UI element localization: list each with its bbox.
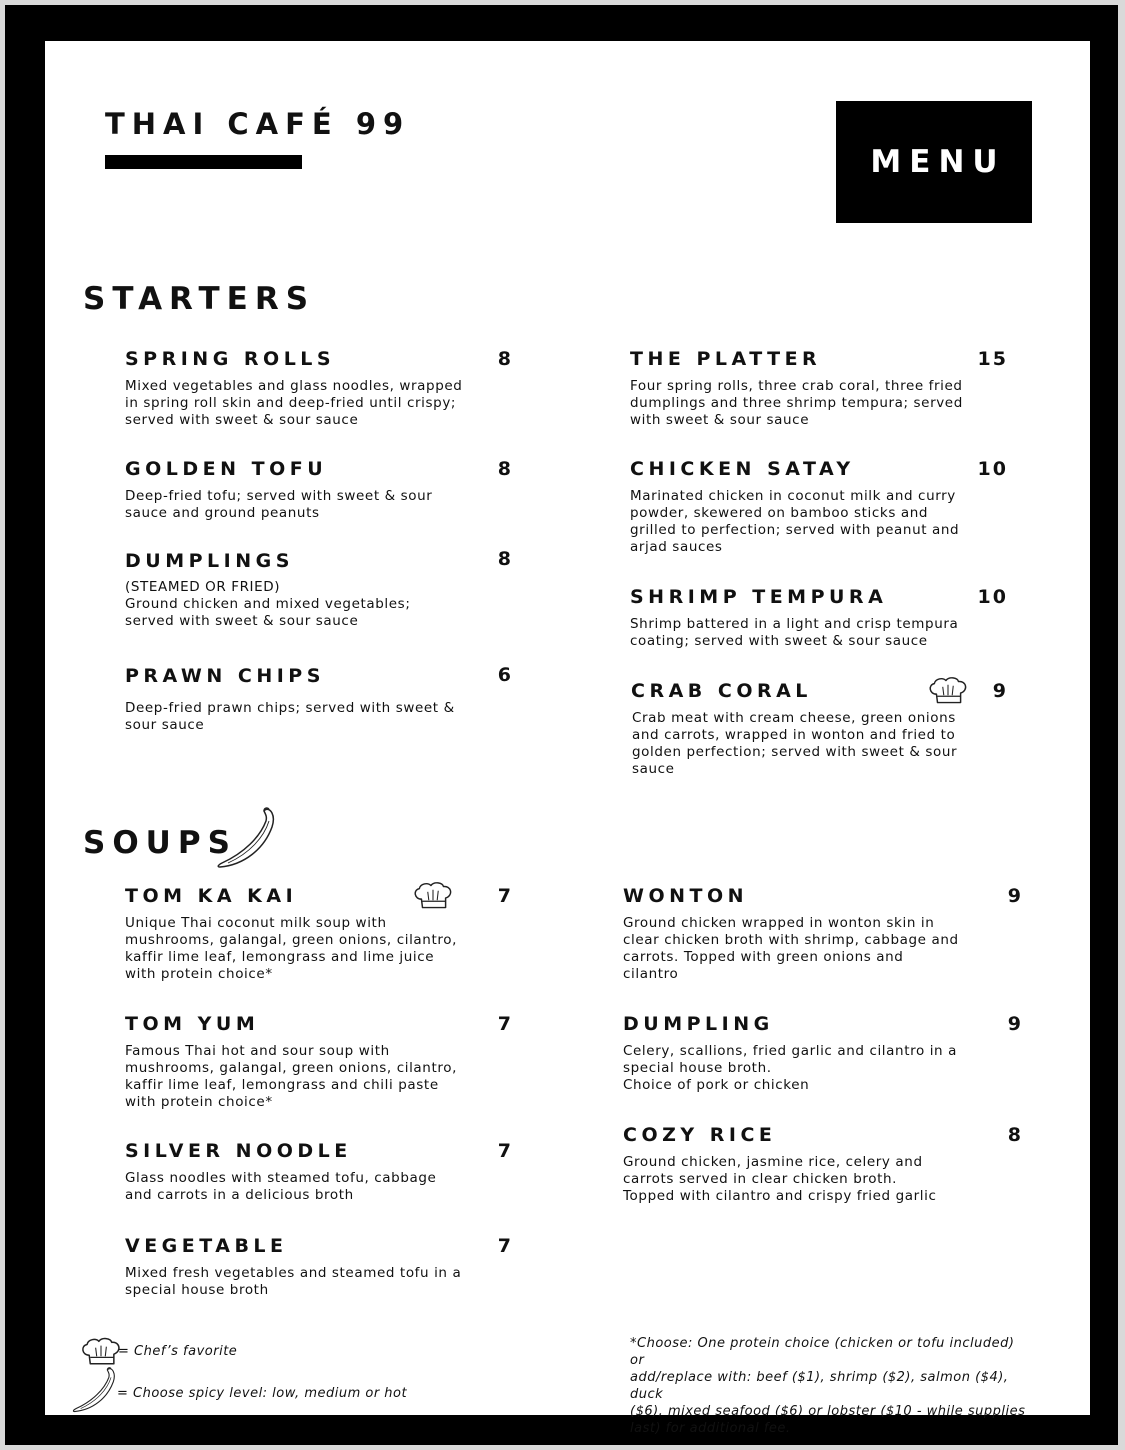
item-description: Glass noodles with steamed tofu, cabbage and carrots in a delicious broth: [125, 1170, 437, 1203]
item-note: (STEAMED OR FRIED): [125, 579, 281, 595]
menu-frame: [5, 5, 1118, 1445]
chili-pepper-icon: [69, 1367, 119, 1413]
item-description: Deep-fried prawn chips; served with sweet & sour sauce: [125, 700, 455, 733]
menu-item-golden-tofu: [125, 457, 513, 522]
brand-title: THAI CAFÉ 99: [105, 107, 411, 141]
item-price: 8: [497, 348, 513, 370]
menu-item-crab-coral: [631, 679, 1019, 778]
menu-item-dumplings: [125, 549, 513, 630]
menu-item-vegetable: [125, 1234, 513, 1299]
item-description: Crab meat with cream cheese, green onions and carrots, wrapped in wonton and fried to golden perfection; served with sweet & sour sauce: [632, 710, 958, 777]
item-price: 9: [1007, 1013, 1023, 1035]
item-name: DUMPLING: [623, 1013, 774, 1035]
item-description: Ground chicken wrapped in wonton skin in clear chicken broth with shrimp, cabbage and carrots. Topped with green onions and cilantro: [623, 915, 959, 982]
item-price: 9: [992, 680, 1008, 702]
menu-item-silver-noodle: [125, 1139, 513, 1204]
item-price: 7: [497, 1235, 513, 1257]
item-description: Unique Thai coconut milk soup with mushrooms, galangal, green onions, cilantro, kaffir lime leaf, lemongrass and lime juice with protein choice*: [125, 915, 457, 982]
item-description: Mixed fresh vegetables and steamed tofu in a special house broth: [125, 1265, 462, 1298]
item-name: THE PLATTER: [630, 348, 822, 370]
menu-item-tom-yum: [125, 1012, 513, 1111]
section-title-soups: SOUPS: [83, 825, 237, 861]
item-price: 8: [1007, 1124, 1023, 1146]
item-price: 8: [497, 548, 513, 570]
menu-item-dumpling: [623, 1012, 1023, 1094]
item-name: DUMPLINGS: [125, 550, 294, 572]
item-price: 10: [977, 586, 1008, 608]
item-description: Deep-fried tofu; served with sweet & sour sauce and ground peanuts: [125, 488, 433, 521]
item-price: 8: [497, 458, 513, 480]
item-description: Famous Thai hot and sour soup with mushrooms, galangal, green onions, cilantro, kaffir lime leaf, lemongrass and chili paste with protein choice*: [125, 1043, 457, 1110]
item-name: CRAB CORAL: [631, 680, 812, 702]
item-price: 15: [977, 348, 1008, 370]
item-name: COZY RICE: [623, 1124, 777, 1146]
item-name: SHRIMP TEMPURA: [630, 586, 888, 608]
item-name: VEGETABLE: [125, 1235, 288, 1257]
menu-item-spring-rolls: [125, 347, 513, 429]
menu-item-chicken-satay: [630, 457, 1018, 556]
chili-pepper-icon: [213, 807, 279, 869]
item-description: Mixed vegetables and glass noodles, wrapped in spring roll skin and deep-fried until crispy; served with sweet & sour sauce: [125, 378, 463, 428]
item-price: 7: [497, 1013, 513, 1035]
item-price: 10: [977, 458, 1008, 480]
item-description: Shrimp battered in a light and crisp tempura coating; served with sweet & sour sauce: [630, 616, 959, 649]
item-description: Ground chicken and mixed vegetables; served with sweet & sour sauce: [125, 596, 411, 629]
chef-hat-icon: [412, 881, 454, 911]
item-name: PRAWN CHIPS: [125, 665, 325, 687]
menu-item-the-platter: [630, 347, 1018, 429]
menu-item-tom-ka-kai: [125, 884, 513, 983]
item-name: CHICKEN SATAY: [630, 458, 855, 480]
item-description: Celery, scallions, fried garlic and cilantro in a special house broth. Choice of pork or chicken: [623, 1043, 957, 1093]
item-name: WONTON: [623, 885, 749, 907]
item-price: 7: [497, 885, 513, 907]
protein-footnote: *Choose: One protein choice (chicken or tofu included) or add/replace with: beef ($1), shrimp ($2), salmon ($4), duck ($6), mixed seafood ($6) or lobster ($10 - while supplies last) for additional fee.: [630, 1336, 1026, 1436]
item-name: SILVER NOODLE: [125, 1140, 352, 1162]
item-name: TOM YUM: [125, 1013, 260, 1035]
item-description: Marinated chicken in coconut milk and curry powder, skewered on bamboo sticks and grilled to perfection; served with peanut and arjad sauces: [630, 488, 960, 555]
item-price: 9: [1007, 885, 1023, 907]
menu-item-shrimp-tempura: [630, 585, 1018, 650]
item-description: Ground chicken, jasmine rice, celery and carrots served in clear chicken broth. Topped with cilantro and crispy fried garlic: [623, 1154, 937, 1204]
item-price: 6: [497, 664, 513, 686]
menu-item-cozy-rice: [623, 1123, 1023, 1205]
item-description: Four spring rolls, three crab coral, three fried dumplings and three shrimp tempura; served with sweet & sour sauce: [630, 378, 963, 428]
menu-item-wonton: [623, 884, 1023, 983]
item-name: TOM KA KAI: [125, 885, 298, 907]
brand-underline: [105, 155, 302, 169]
legend-chef-favorite: = Chef’s favorite: [118, 1344, 238, 1359]
legend-spicy-level: = Choose spicy level: low, medium or hot: [117, 1386, 408, 1401]
section-title-starters: STARTERS: [83, 281, 316, 317]
menu-badge-label: MENU: [870, 144, 1006, 180]
menu-page: [45, 41, 1090, 1436]
chef-hat-icon: [79, 1337, 123, 1367]
menu-badge: [836, 101, 1032, 223]
menu-item-prawn-chips: [125, 664, 513, 734]
item-name: SPRING ROLLS: [125, 348, 336, 370]
item-name: GOLDEN TOFU: [125, 458, 328, 480]
item-price: 7: [497, 1140, 513, 1162]
